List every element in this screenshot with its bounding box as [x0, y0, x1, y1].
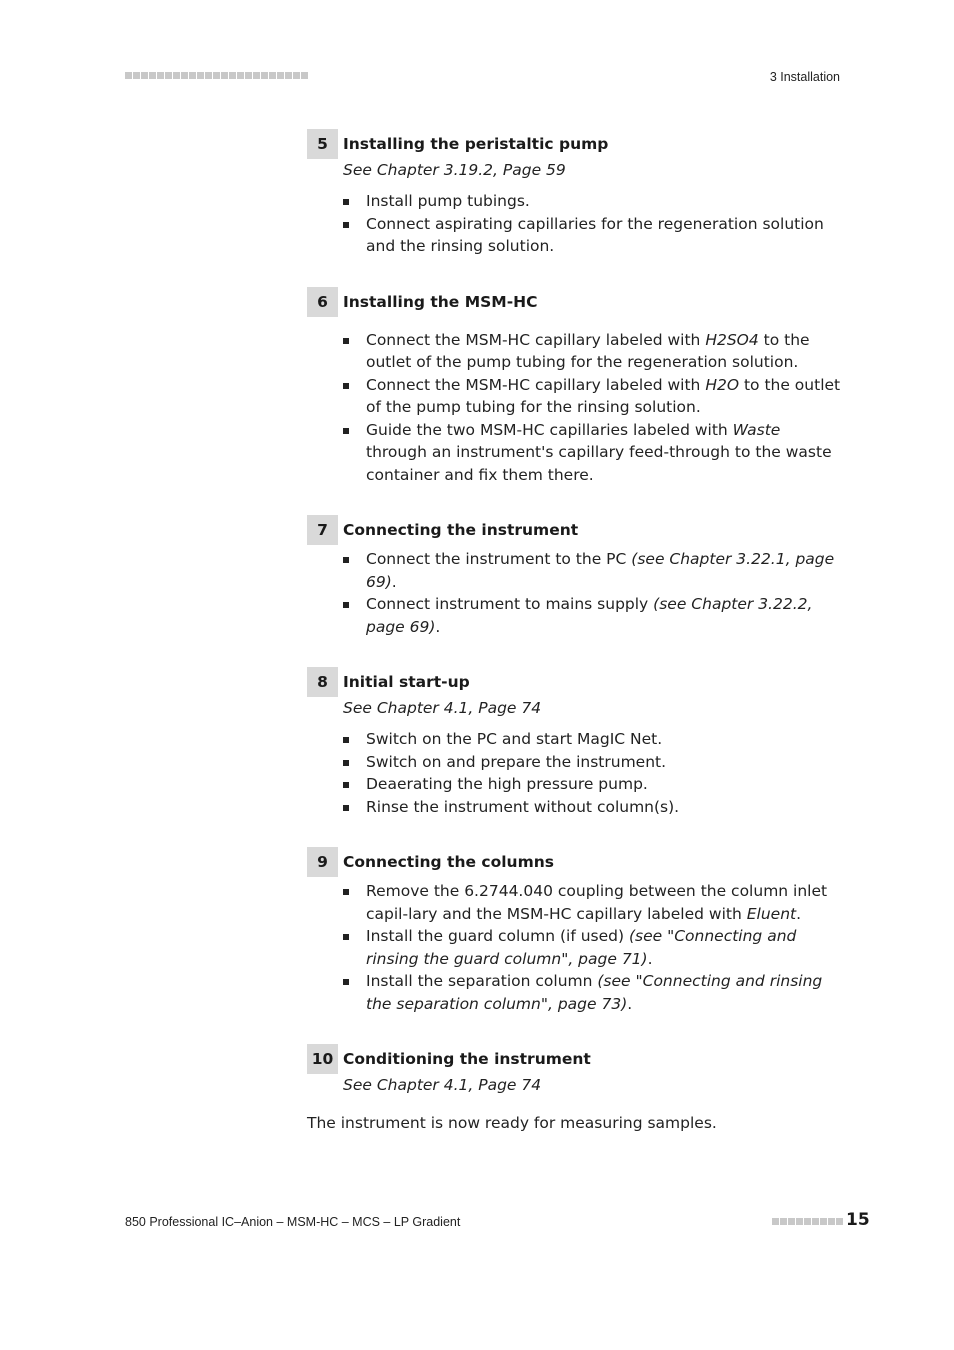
step-number: 5	[307, 129, 338, 159]
header-decoration	[125, 72, 308, 79]
list-item: Connect the instrument to the PC (see Chapter 3.22.1, page 69).	[343, 548, 843, 593]
list-item: Connect aspirating capillaries for the regeneration solution and the rinsing solution.	[343, 213, 843, 258]
list-item: Install the separation column (see "Connecting and rinsing the separation column", page 73).	[343, 970, 843, 1015]
list-item: Switch on the PC and start MagIC Net.	[343, 728, 843, 751]
step-6	[307, 287, 843, 487]
list-item: Connect the MSM-HC capillary labeled with H2O to the outlet of the pump tubing for the rinsing solution.	[343, 374, 843, 419]
list-item: Install the guard column (if used) (see "Connecting and rinsing the guard column", page 71).	[343, 925, 843, 970]
step-9	[307, 847, 843, 1015]
step-reference: See Chapter 3.19.2, Page 59	[343, 161, 566, 179]
step-title: Installing the MSM-HC	[343, 292, 538, 311]
closing-statement: The instrument is now ready for measuring samples.	[307, 1114, 717, 1132]
step-number: 6	[307, 287, 338, 317]
step-title: Conditioning the instrument	[343, 1050, 591, 1068]
step-number: 9	[307, 847, 338, 877]
footer-document-title: 850 Professional IC–Anion – MSM-HC – MCS – LP Gradient	[125, 1215, 461, 1229]
step-8	[307, 667, 843, 818]
running-header-chapter: 3 Installation	[769, 70, 840, 84]
step-title: Installing the peristaltic pump	[343, 135, 609, 153]
step-number: 7	[307, 515, 338, 545]
step-5	[307, 129, 843, 258]
procedure-steps	[307, 129, 843, 1132]
step-title: Connecting the columns	[343, 853, 554, 871]
list-item: Remove the 6.2744.040 coupling between the column inlet capil-lary and the MSM-HC capillary labeled with Eluent.	[343, 880, 843, 925]
step-7	[307, 515, 843, 638]
list-item: Rinse the instrument without column(s).	[343, 796, 843, 819]
bullet-list	[343, 728, 843, 818]
bullet-list	[343, 548, 843, 638]
step-reference: See Chapter 4.1, Page 74	[343, 699, 542, 717]
bullet-list	[343, 880, 843, 1015]
list-item: Deaerating the high pressure pump.	[343, 773, 843, 796]
list-item: Connect the MSM-HC capillary labeled with H2SO4 to the outlet of the pump tubing for the regeneration solution.	[343, 329, 843, 374]
bullet-list	[343, 190, 843, 258]
step-number: 10	[307, 1044, 338, 1074]
list-item: Guide the two MSM-HC capillaries labeled with Waste through an instrument's capillary feed-through to the waste container and fix them there.	[343, 419, 843, 487]
list-item: Connect instrument to mains supply (see Chapter 3.22.2, page 69).	[343, 593, 843, 638]
page-number: 15	[846, 1210, 870, 1230]
footer-decoration	[772, 1218, 843, 1225]
step-title: Connecting the instrument	[343, 521, 579, 539]
step-title: Initial start-up	[343, 673, 470, 691]
bullet-list	[343, 329, 843, 487]
step-number: 8	[307, 667, 338, 697]
list-item: Install pump tubings.	[343, 190, 843, 213]
step-reference: See Chapter 4.1, Page 74	[343, 1076, 542, 1094]
step-10	[307, 1044, 843, 1096]
list-item: Switch on and prepare the instrument.	[343, 751, 843, 774]
